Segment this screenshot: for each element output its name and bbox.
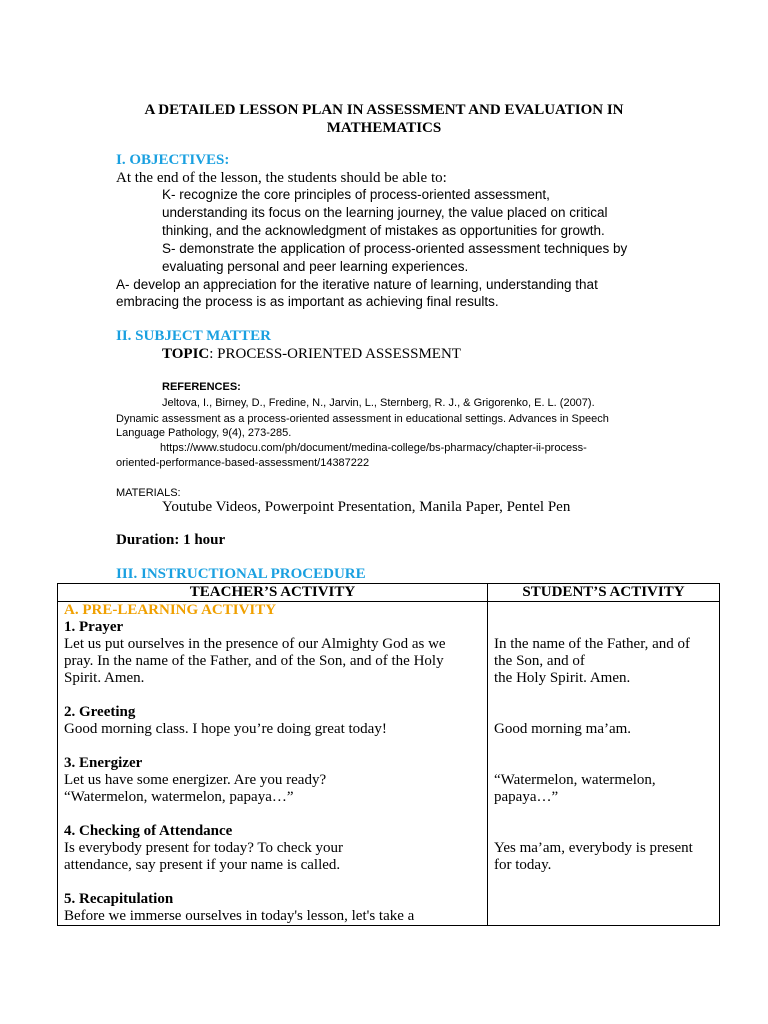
item-title-greeting: 2. Greeting <box>64 704 136 720</box>
objective-k-line: K- recognize the core principles of process-oriented assessment, <box>162 187 550 202</box>
document-title-line-2: MATHEMATICS <box>326 120 442 136</box>
objective-s-line: S- demonstrate the application of process-oriented assessment techniques by <box>162 241 628 256</box>
student-line: papaya…” <box>494 789 559 805</box>
objective-a-line: A- develop an appreciation for the iterative nature of learning, understanding that <box>116 277 598 292</box>
procedure-table-header-row <box>58 584 720 602</box>
student-line: “Watermelon, watermelon, <box>494 772 656 788</box>
reference-url-line: https://www.studocu.com/ph/document/medina-college/bs-pharmacy/chapter-ii-process- <box>160 442 587 454</box>
teacher-activity-header: TEACHER’S ACTIVITY <box>58 584 488 602</box>
teacher-line: Before we immerse ourselves in today's lesson, let's take a <box>64 908 415 924</box>
duration-line: Duration: 1 hour <box>116 532 226 548</box>
reference-line: Jeltova, I., Birney, D., Fredine, N., Jarvin, L., Sternberg, R. J., & Grigorenko, E. L. (2007). <box>162 397 595 409</box>
teacher-line: Let us have some energizer. Are you ready? <box>64 772 327 788</box>
student-activity-cell <box>488 602 720 926</box>
student-line: the Holy Spirit. Amen. <box>494 670 631 686</box>
topic-line <box>162 346 461 363</box>
item-title-prayer: 1. Prayer <box>64 619 124 635</box>
teacher-line: “Watermelon, watermelon, papaya…” <box>64 789 294 805</box>
student-line: for today. <box>494 857 552 873</box>
item-title-attendance: 4. Checking of Attendance <box>64 823 233 839</box>
subject-matter-heading: II. SUBJECT MATTER <box>116 328 271 344</box>
teacher-line: Is everybody present for today? To check your <box>64 840 343 856</box>
teacher-line: Spirit. Amen. <box>64 670 145 686</box>
student-line: Good morning ma’am. <box>494 721 632 737</box>
item-title-recapitulation: 5. Recapitulation <box>64 891 174 907</box>
teacher-activity-cell <box>58 602 488 926</box>
references-label: REFERENCES: <box>162 381 241 393</box>
student-line: the Son, and of <box>494 653 585 669</box>
student-line: In the name of the Father, and of <box>494 636 690 652</box>
reference-line: Language Pathology, 9(4), 273-285. <box>116 427 292 439</box>
item-title-energizer: 3. Energizer <box>64 755 143 771</box>
teacher-line: pray. In the name of the Father, and of the Son, and of the Holy <box>64 653 444 669</box>
student-line: Yes ma’am, everybody is present <box>494 840 693 856</box>
reference-url-line: oriented-performance-based-assessment/14387222 <box>116 457 370 469</box>
objective-k-line: understanding its focus on the learning journey, the value placed on critical <box>162 205 608 220</box>
section-a-heading: A. PRE-LEARNING ACTIVITY <box>64 602 277 618</box>
materials-value: Youtube Videos, Powerpoint Presentation, Manila Paper, Pentel Pen <box>162 499 571 515</box>
teacher-line: Let us put ourselves in the presence of our Almighty God as we <box>64 636 446 652</box>
objective-a-line: embracing the process is as important as achieving final results. <box>116 294 499 309</box>
topic-value: : PROCESS-ORIENTED ASSESSMENT <box>209 346 461 362</box>
objectives-intro: At the end of the lesson, the students should be able to: <box>116 170 447 186</box>
reference-line: Dynamic assessment as a process-oriented assessment in educational settings. Advances in Speech <box>116 413 609 425</box>
teacher-line: Good morning class. I hope you’re doing great today! <box>64 721 387 737</box>
objective-s-line: evaluating personal and peer learning experiences. <box>162 259 469 274</box>
objective-k-line: thinking, and the acknowledgment of mistakes as opportunities for growth. <box>162 223 605 238</box>
materials-label: MATERIALS: <box>116 487 181 499</box>
document-title-line-1: A DETAILED LESSON PLAN IN ASSESSMENT AND EVALUATION IN <box>144 102 624 118</box>
procedure-heading: III. INSTRUCTIONAL PROCEDURE <box>116 566 366 582</box>
topic-label: TOPIC <box>162 346 210 362</box>
procedure-table <box>57 583 720 926</box>
student-activity-header: STUDENT’S ACTIVITY <box>488 584 720 602</box>
objectives-heading: I. OBJECTIVES: <box>116 152 230 168</box>
procedure-table-body-row <box>58 602 720 926</box>
teacher-line: attendance, say present if your name is called. <box>64 857 341 873</box>
